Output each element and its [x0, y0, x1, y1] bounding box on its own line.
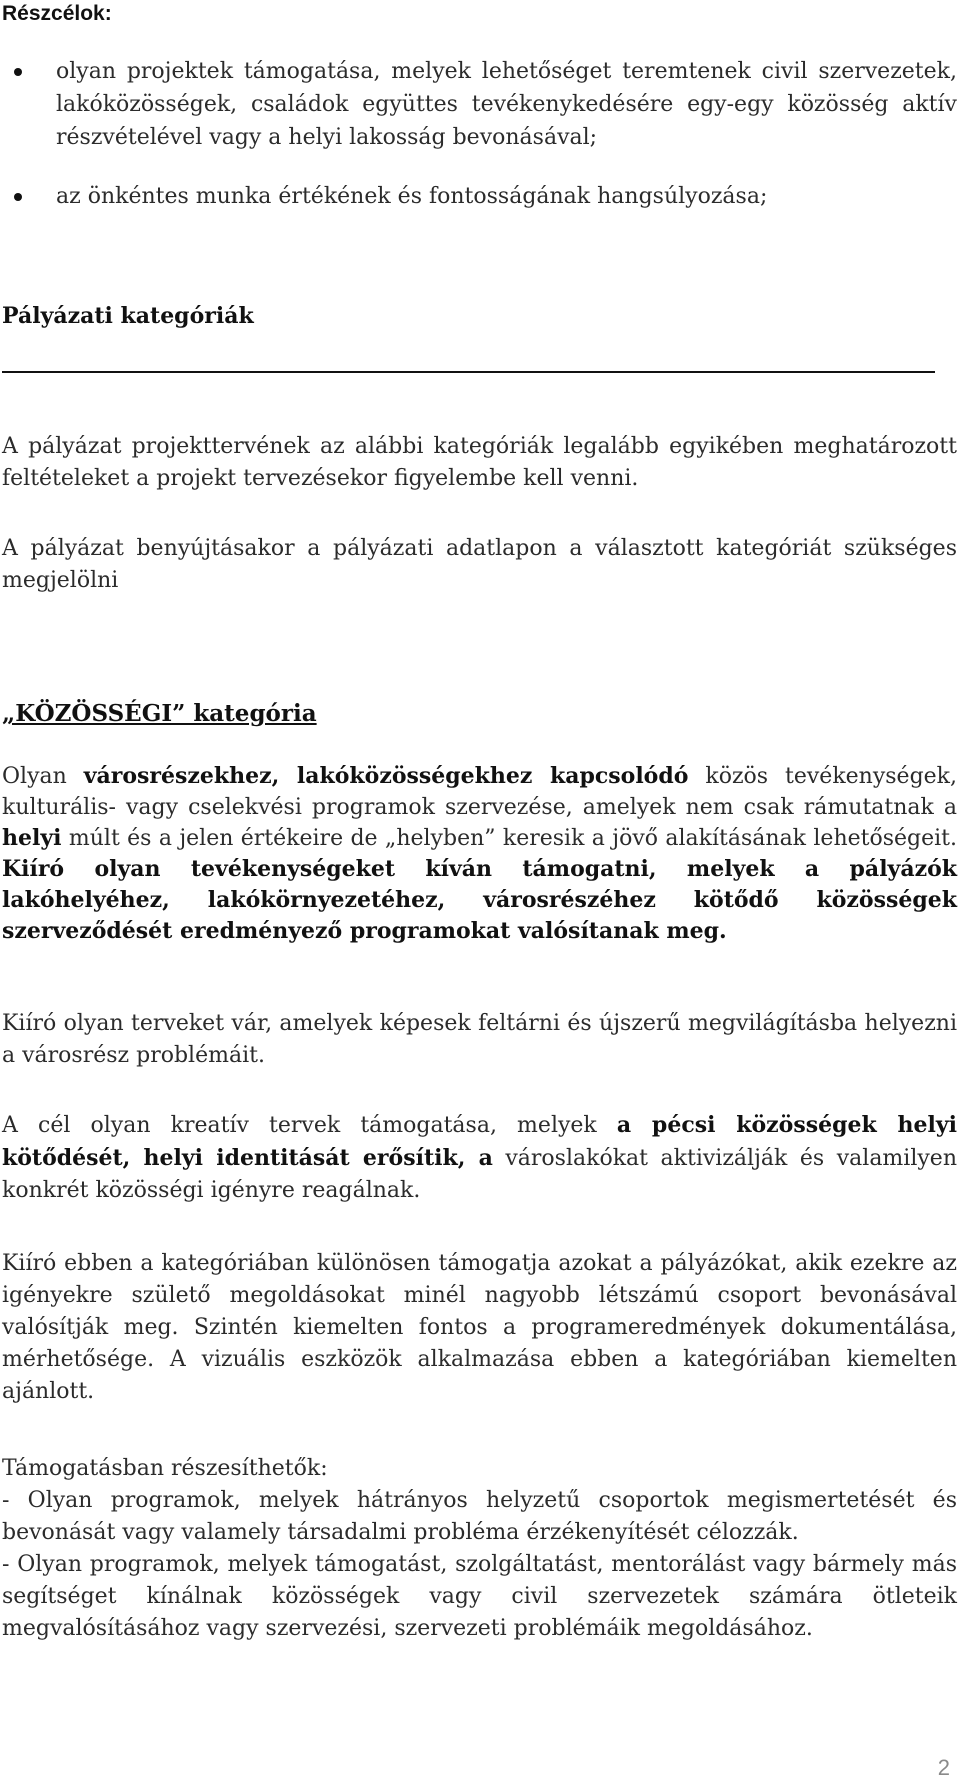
bullet-text: az önkéntes munka értékének és fontosságának hangsúlyozása;: [56, 184, 768, 209]
kategoriak-intro-paragraph: A pályázat projekttervének az alábbi kategóriák legalább egyikében meghatározott feltételeket a projekt tervezésekor figyelembe kell venni.: [2, 434, 957, 491]
bullet-item: [2, 180, 957, 213]
tamogatas-block: [2, 1453, 957, 1645]
kozossegi-category-heading: „KÖZÖSSÉGI” kategória: [2, 700, 317, 727]
tamogatas-item: - Olyan programok, melyek támogatást, szolgáltatást, mentorálást vagy bármely más segítséget kínálnak közösségek vagy civil szervezetek számára ötleteik megvalósításához vagy szervezési, szervezeti problémáik megoldásához.: [2, 1552, 957, 1641]
kozossegi-paragraph-2: Kiíró olyan terveket vár, amelyek képesek feltárni és újszerű megvilágításba helyezni a városrész problémáit.: [2, 1011, 957, 1068]
bullet-item: [2, 55, 957, 154]
kozossegi-paragraph-1: Olyan városrészekhez, lakóközösségekhez kapcsolódó közös tevékenységek, kulturális- vagy cselekvési programok szervezése, amelyek nem csak rámutatnak a helyi múlt és a jelen értékeire de „helyben” keresik a jövő alakításának lehetőségeit. Kiíró olyan tevékenységeket kíván támogatni, melyek a pályázók lakóhelyéhez, lakókörnyezetéhez, városrészéhez kötődő közösségek szerveződését eredményező programokat valósítanak meg.: [2, 763, 958, 944]
kategoriak-adatlap-paragraph: A pályázat benyújtásakor a pályázati adatlapon a választott kategóriát szükséges megjelölni: [2, 536, 957, 593]
reszcelok-bullet-list: [2, 55, 957, 239]
kozossegi-paragraph-4: Kiíró ebben a kategóriában különösen támogatja azokat a pályázókat, akik ezekre az igényekre születő megoldásokat minél nagyobb létszámú csoport bevonásával valósítják meg. Szintén kiemelten fontos a programeredmények dokumentálása, mérhetősége. A vizuális eszközök alkalmazása ebben a kategóriában kiemelten ajánlott.: [2, 1251, 957, 1404]
horizontal-rule: [2, 371, 935, 373]
bullet-icon: [14, 193, 22, 201]
bullet-text: olyan projektek támogatása, melyek lehetőséget teremtenek civil szervezetek, lakóközösségek, családok együttes tevékenykedésére egy-egy közösség aktív részvételével vagy a helyi lakosság bevonásával;: [56, 59, 957, 150]
tamogatas-label: Támogatásban részesíthetők:: [2, 1456, 328, 1481]
section-heading-palyazati-kategoriak: Pályázati kategóriák: [2, 303, 254, 329]
bullet-icon: [14, 68, 22, 76]
tamogatas-item: - Olyan programok, melyek hátrányos helyzetű csoportok megismertetését és bevonását vagy valamely társadalmi probléma érzékenyítését célozzák.: [2, 1488, 957, 1545]
section-heading-reszcelok: Részcélok:: [2, 2, 112, 25]
page-number: 2: [937, 1755, 950, 1780]
kozossegi-paragraph-3: A cél olyan kreatív tervek támogatása, melyek a pécsi közösségek helyi kötődését, helyi identitását erősítik, a városlakókat aktivizálják és valamilyen konkrét közösségi igényre reagálnak.: [2, 1112, 957, 1203]
